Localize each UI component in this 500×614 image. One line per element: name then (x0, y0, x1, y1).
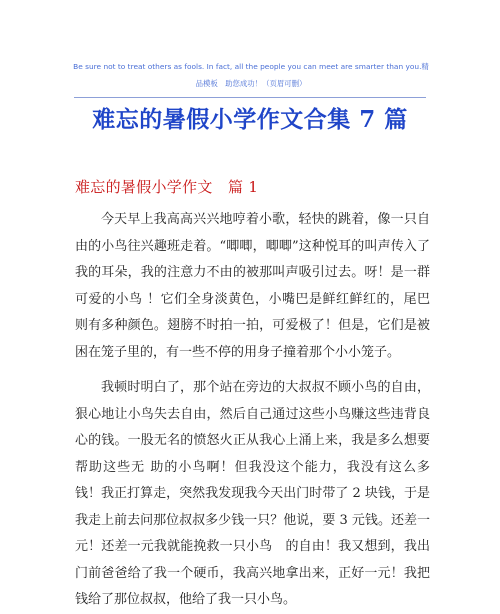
header-divider (74, 97, 426, 98)
section-heading: 难忘的暑假小学作文 篇 1 (75, 178, 259, 196)
body-paragraph: 我顿时明白了，那个站在旁边的大叔叔不顾小鸟的自由，狠心地让小鸟失去自由，然后自己通过这些小鸟赚这些违背良心的钱。一股无名的愤怒火正从我心上涌上来，我是多么想要帮助这些无 助的小鸟啊！但我没这个能力，我没有这么多钱！我正打算走，突然我发现我今天出门时带了 2 块钱，于是我走上前去问那位叔叔多少钱一只？他说，要 3 元钱。还差一元！还差一元我就能挽救一只小鸟 的自由！我又想到，我出门前爸爸给了我一个硬币，我高兴地拿出来，正好一元！我把钱给了那位叔叔，他给了我一只小鸟。 (75, 380, 430, 607)
document-title: 难忘的暑假小学作文合集 7 篇 (92, 106, 408, 133)
page-header-note: Be sure not to treat others as fools. In fact, all the people you can meet are smarter than you.精品模板 助您成功！（页眉可删） (73, 62, 429, 88)
body-paragraph-2-block (75, 375, 430, 614)
body-paragraph: 今天早上我高高兴兴地哼着小歌，轻快的跳着，像一只自由的小鸟往兴趣班走着。“唧唧，唧唧”这种悦耳的叫声传入了我的耳朵，我的注意力不由的被那叫声吸引过去。呀！是一群可爱的小鸟 ！它们全身淡黄色，小嘴巴是鲜红鲜红的，尾巴则有多种颜色。翅膀不时拍一拍，可爱极了！但是，它们是被困在笼子里的，有一些不停的用身子撞着那个小小笼子。 (75, 212, 430, 360)
body-paragraph-1-block (75, 207, 430, 366)
